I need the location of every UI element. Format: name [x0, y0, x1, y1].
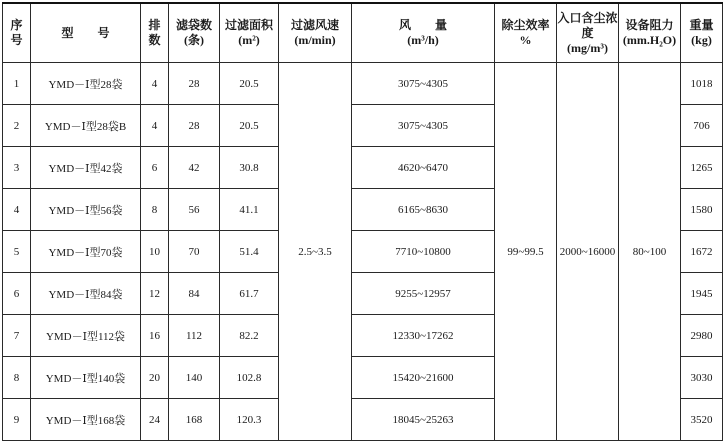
cell-bags: 168: [169, 399, 220, 441]
cell-no: 1: [3, 63, 31, 105]
header-cell-no: [3, 3, 31, 63]
cell-airflow: 12330~17262: [352, 315, 495, 357]
header-cell-speed: [279, 3, 352, 63]
header-weight-line1: 重量: [689, 18, 714, 32]
cell-resistance: 80~100: [619, 63, 681, 441]
cell-model: YMD－Ⅰ型168袋: [31, 399, 141, 441]
table-header: [3, 3, 723, 63]
cell-airflow: 3075~4305: [352, 63, 495, 105]
cell-rows-count: 12: [141, 273, 169, 315]
cell-no: 4: [3, 189, 31, 231]
cell-model: YMD－Ⅰ型42袋: [31, 147, 141, 189]
cell-rows-count: 16: [141, 315, 169, 357]
cell-efficiency: 99~99.5: [495, 63, 557, 441]
cell-airflow: 15420~21600: [352, 357, 495, 399]
header-bags-line2: (条): [184, 33, 204, 47]
header-cell-weight: [681, 3, 723, 63]
cell-weight: 3030: [681, 357, 723, 399]
cell-bags: 140: [169, 357, 220, 399]
cell-filter-speed: 2.5~3.5: [279, 63, 352, 441]
cell-airflow: 6165~8630: [352, 189, 495, 231]
header-speed-line2: (m/min): [294, 33, 336, 47]
cell-inlet-concentration: 2000~16000: [557, 63, 619, 441]
header-area-line2: (m²): [238, 33, 260, 47]
header-cell-efficiency: [495, 3, 557, 63]
cell-rows-count: 8: [141, 189, 169, 231]
cell-area: 41.1: [220, 189, 279, 231]
header-no-line2: 号: [10, 33, 23, 47]
cell-bags: 70: [169, 231, 220, 273]
header-speed-line1: 过滤风速: [290, 18, 339, 32]
cell-model: YMD－Ⅰ型28袋B: [31, 105, 141, 147]
cell-weight: 1672: [681, 231, 723, 273]
header-row: [3, 3, 723, 63]
header-concentration-line1: 入口含尘浓度: [557, 10, 618, 40]
cell-rows-count: 6: [141, 147, 169, 189]
header-airflow-line2: (m³/h): [407, 33, 439, 47]
header-area-line1: 过滤面积: [224, 18, 273, 32]
cell-no: 8: [3, 357, 31, 399]
table-body: [3, 63, 723, 441]
cell-airflow: 3075~4305: [352, 105, 495, 147]
cell-no: 3: [3, 147, 31, 189]
header-cell-model: [31, 3, 141, 63]
cell-bags: 42: [169, 147, 220, 189]
cell-no: 2: [3, 105, 31, 147]
cell-no: 6: [3, 273, 31, 315]
cell-bags: 28: [169, 105, 220, 147]
header-model-line1: 型 号: [61, 25, 110, 40]
cell-model: YMD－Ⅰ型56袋: [31, 189, 141, 231]
cell-no: 7: [3, 315, 31, 357]
cell-model: YMD－Ⅰ型28袋: [31, 63, 141, 105]
header-resistance-line2: (mm.H₂O): [622, 33, 677, 47]
header-concentration-line2: (mg/m³): [567, 40, 608, 55]
header-airflow-line1: 风 量: [398, 18, 447, 32]
header-cell-bags: [169, 3, 220, 63]
header-cell-resistance: [619, 3, 681, 63]
cell-model: YMD－Ⅰ型70袋: [31, 231, 141, 273]
cell-model: YMD－Ⅰ型112袋: [31, 315, 141, 357]
cell-no: 5: [3, 231, 31, 273]
spec-table: [2, 2, 723, 441]
cell-bags: 112: [169, 315, 220, 357]
cell-model: YMD－Ⅰ型140袋: [31, 357, 141, 399]
header-bags-line1: 滤袋数: [175, 18, 212, 32]
cell-airflow: 18045~25263: [352, 399, 495, 441]
cell-airflow: 4620~6470: [352, 147, 495, 189]
cell-area: 51.4: [220, 231, 279, 273]
header-weight-line2: (kg): [691, 33, 712, 47]
cell-airflow: 7710~10800: [352, 231, 495, 273]
header-resistance-line1: 设备阻力: [625, 18, 674, 32]
header-no-line1: 序: [10, 18, 23, 32]
header-efficiency-line1: 除尘效率: [501, 18, 550, 32]
cell-area: 102.8: [220, 357, 279, 399]
header-cell-concentration: [557, 3, 619, 63]
cell-weight: 706: [681, 105, 723, 147]
cell-weight: 1018: [681, 63, 723, 105]
cell-rows-count: 24: [141, 399, 169, 441]
cell-weight: 3520: [681, 399, 723, 441]
header-rows-line2: 数: [148, 33, 161, 47]
cell-area: 61.7: [220, 273, 279, 315]
table-row: [3, 63, 723, 105]
cell-weight: 1580: [681, 189, 723, 231]
cell-weight: 2980: [681, 315, 723, 357]
header-rows-line1: 排: [148, 18, 161, 32]
header-efficiency-line2: %: [519, 33, 532, 47]
cell-area: 30.8: [220, 147, 279, 189]
cell-area: 120.3: [220, 399, 279, 441]
cell-rows-count: 10: [141, 231, 169, 273]
cell-bags: 28: [169, 63, 220, 105]
cell-rows-count: 4: [141, 105, 169, 147]
cell-rows-count: 4: [141, 63, 169, 105]
cell-area: 82.2: [220, 315, 279, 357]
cell-model: YMD－Ⅰ型84袋: [31, 273, 141, 315]
cell-bags: 84: [169, 273, 220, 315]
cell-weight: 1945: [681, 273, 723, 315]
cell-weight: 1265: [681, 147, 723, 189]
header-cell-rows: [141, 3, 169, 63]
header-cell-airflow: [352, 3, 495, 63]
cell-no: 9: [3, 399, 31, 441]
cell-rows-count: 20: [141, 357, 169, 399]
cell-area: 20.5: [220, 105, 279, 147]
cell-bags: 56: [169, 189, 220, 231]
cell-area: 20.5: [220, 63, 279, 105]
header-cell-area: [220, 3, 279, 63]
cell-airflow: 9255~12957: [352, 273, 495, 315]
